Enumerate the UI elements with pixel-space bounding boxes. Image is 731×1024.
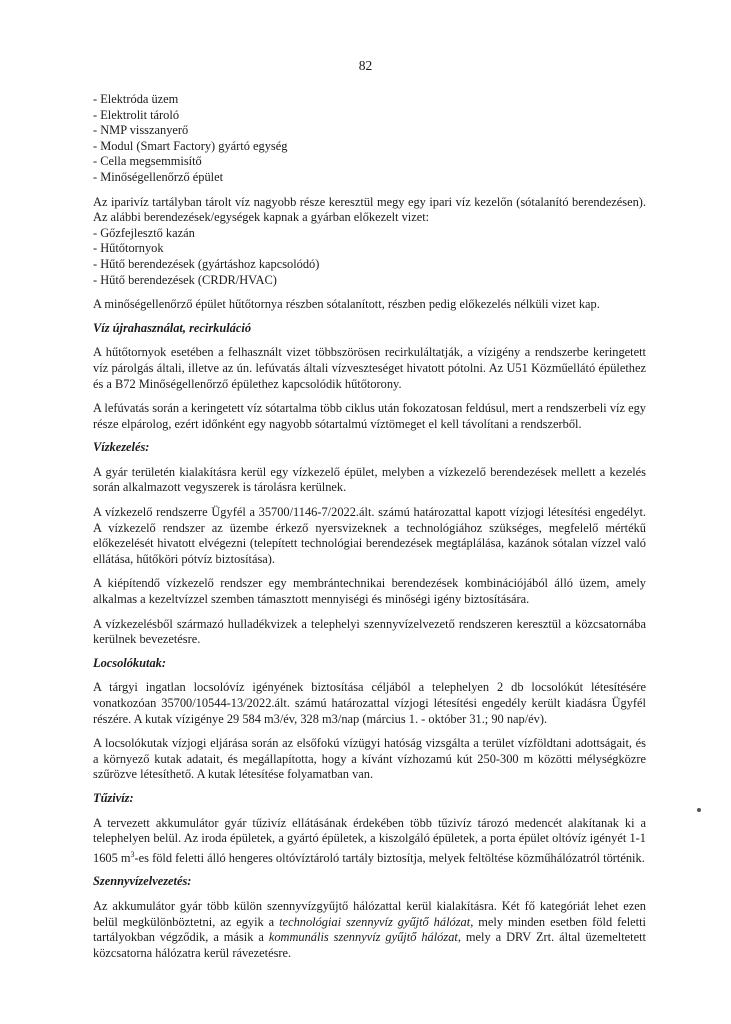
emphasis-text: technológiai szennyvíz gyűjtő hálózat bbox=[279, 914, 471, 929]
list-item: - Minőségellenőrző épület bbox=[93, 169, 224, 184]
superscript: 3 bbox=[130, 849, 135, 859]
page-number: 82 bbox=[358, 58, 373, 73]
text-span: , mely minden esetben föld feletti tartályokban végződik, a másik a bbox=[93, 914, 646, 945]
list-item: - Elektróda üzem bbox=[93, 92, 179, 106]
paragraph: A minőségellenőrző épület hűtőtornya részben sótalanított, részben pedig előkezelés nélküli vizet kap. bbox=[93, 297, 600, 312]
section-heading: Locsolókutak: bbox=[93, 655, 166, 670]
text-span: A tervezett akkumulátor gyár tűzivíz ellátásának érdekében több tűzivíz tározó medencét alakítanak ki a telephelyen belül. Az iroda épületek, a gyártó épületek, a kiszolgáló épületek, a porta épület oltóvíz igényét 1-1 1605 m bbox=[93, 815, 646, 865]
paragraph: A locsolókutak vízjogi eljárása során az elsőfokú vízügyi hatóság vizsgálta a terület vízföldtani adottságait, és a környező kutak adatait, és megállapította, hogy a kívánt vízhozamú kút 250-300 m közötti mélységközre szűrözve létesíthető. A kutak létesítése folyamatban van. bbox=[93, 736, 646, 782]
list-item: - Hűtő berendezések (gyártáshoz kapcsolódó) bbox=[93, 256, 320, 271]
section-heading: Tűzivíz: bbox=[93, 790, 134, 805]
list-item: - Elektrolit tároló bbox=[93, 107, 180, 122]
list-item: - Gőzfejlesztő kazán bbox=[93, 225, 195, 240]
paragraph: A lefúvatás során a keringetett víz sótartalma több ciklus után fokozatosan feldúsul, mert a rendszerbeli víz egy része elpárolog, ezért időnként egy nagyobb sótartalmú víztömeget el kell távolítani a rendszerből. bbox=[93, 401, 646, 431]
text-span: -es föld feletti álló hengeres oltóvíztároló tartály biztosítja, melyek feltöltése közműhálózatról történik. bbox=[134, 850, 645, 865]
paragraph: A tárgyi ingatlan locsolóvíz igényének biztosítása céljából a telephelyen 2 db locsolókút létesítésére vonatkozóan 35700/10544-13/2022.ált. számú határozattal vízjogi létesítési engedély került kiadásra Ügyfél részére. A kutak vízigénye 29 584 m3/év, 328 m3/nap (március 1. - október 31.; 90 nap/év). bbox=[93, 680, 646, 726]
list-item: - Hűtő berendezések (CRDR/HVAC) bbox=[93, 272, 277, 287]
text-span: , mely a DRV Zrt. által üzemeltetett közcsatorna hálózatra kerül rávezetésre. bbox=[93, 930, 647, 960]
paragraph: A hűtőtornyok esetében a felhasznált vizet többszörösen recirkuláltatják, a vízigény a rendszerbe keringetett víz párolgás általi, illetve az ún. lefúvatás általi vízveszteséget hivatott pótolni. Az U51 Közműellátó épülethez és a B72 Minőségellenőrző épülethez kapcsolódik hűtőtorony. bbox=[93, 345, 646, 391]
paragraph: A vízkezelésből származó hulladékvizek a telephelyi szennyvízelvezető rendszeren keresztül a közcsatornába kerülnek bevezetésre. bbox=[93, 616, 646, 647]
paragraph: A kiépítendő vízkezelő rendszer egy membrántechnikai berendezések kombinációjából álló üzem, amely alkalmas a kezeltvízzel szemben támasztott mennyiségi és minőségi igény biztosítására. bbox=[93, 576, 646, 607]
section-heading: Víz újrahasználat, recirkuláció bbox=[93, 320, 252, 335]
text-span: Az akkumulátor gyár több külön szennyvízgyűjtő hálózattal kerül kialakításra. Két fő kategóriát lehet ezen belül megkülönböztetni, az egyik a bbox=[93, 899, 646, 929]
list-item: - Cella megsemmisítő bbox=[93, 154, 202, 169]
emphasis-text: kommunális szennyvíz gyűjtő hálózat bbox=[268, 930, 458, 945]
document-body bbox=[93, 92, 646, 961]
paragraph bbox=[93, 899, 646, 961]
paragraph bbox=[93, 816, 646, 867]
paragraph: A gyár területén kialakításra kerül egy vízkezelő épület, melyben a vízkezelő berendezések mellett a kezelés során alkalmazott vegyszerek is tárolásra kerülnek. bbox=[93, 464, 646, 495]
section-heading: Vízkezelés: bbox=[93, 440, 150, 455]
section-heading: Szennyvízelvezetés: bbox=[93, 874, 192, 889]
equipment-list bbox=[93, 226, 646, 288]
list-item: - Modul (Smart Factory) gyártó egység bbox=[93, 138, 288, 153]
facility-list bbox=[93, 92, 646, 186]
list-item: - Hűtőtornyok bbox=[93, 241, 164, 256]
list-item: - NMP visszanyerő bbox=[93, 123, 189, 138]
margin-dot bbox=[697, 808, 701, 812]
paragraph: Az iparivíz tartályban tárolt víz nagyobb része keresztül megy egy ipari víz kezelőn (sótalanító berendezésen). Az alábbi berendezések/egységek kapnak a gyárban előkezelt vizet: bbox=[93, 194, 646, 225]
paragraph: A vízkezelő rendszerre Ügyfél a 35700/1146-7/2022.ált. számú határozattal kapott vízjogi létesítési engedélyt. A vízkezelő rendszer az üzembe érkező nyersvizeknek a technológiához szükséges, megfelelő mértékű előkezelését hivatott elvégezni (telepített technológiai berendezések megtáplálása, kazánok sótalan vízzel való ellátása, hűtőköri pótvíz biztosítása). bbox=[93, 505, 646, 566]
